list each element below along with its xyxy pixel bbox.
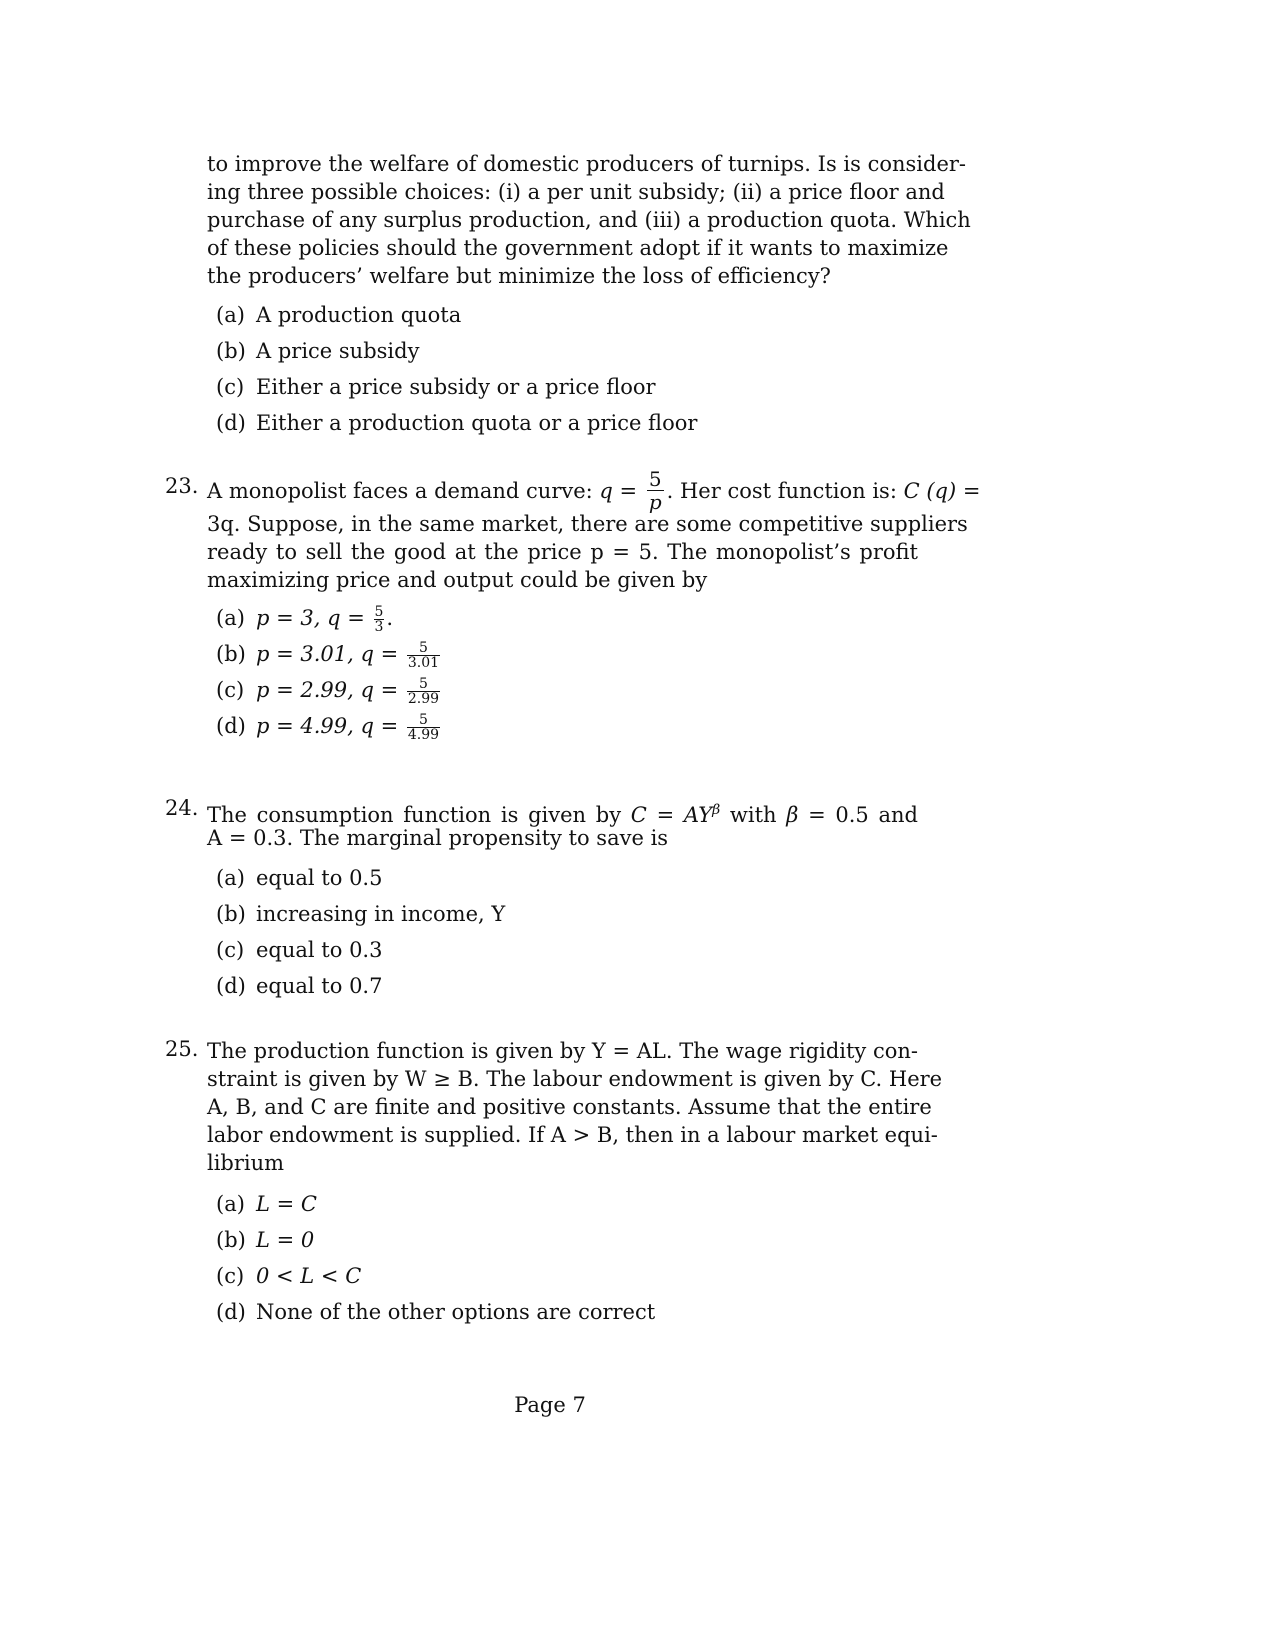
question-text-line: of these policies should the government adopt if it wants to maximize (207, 236, 949, 260)
page-number: Page 7 (514, 1393, 586, 1417)
question-text-line: purchase of any surplus production, and (iii) a production quota. Which (207, 208, 971, 232)
question-number: 24. (165, 796, 199, 820)
option-d: (d) None of the other options are correct (216, 1300, 656, 1324)
question-text-line: labor endowment is supplied. If A > B, then in a labour market equi- (207, 1123, 938, 1147)
option-b: (b) A price subsidy (216, 339, 420, 363)
question-text-line: The production function is given by Y = AL. The wage rigidity con- (207, 1039, 918, 1063)
option-a: (a) p = 3, q = $\frac{5}{3}$ . (216, 604, 394, 635)
question-text-line: A = 0.3. The marginal propensity to save is (207, 826, 669, 850)
option-d: (d) equal to 0.7 (216, 974, 383, 998)
option-a: (a) A production quota (216, 303, 462, 327)
question-number: 25. (165, 1037, 199, 1061)
question-text-line: straint is given by W ≥ B. The labour endowment is given by C. Here (207, 1067, 943, 1091)
question-22-options (216, 297, 697, 441)
question-number: 23. (165, 474, 199, 498)
fraction: $\frac{5}{p}$ (648, 467, 662, 514)
question-text-line: to improve the welfare of domestic producers of turnips. Is is consider- (207, 152, 967, 176)
question-23-options (216, 600, 442, 744)
option-d: (d) p = 4.99, q = $\frac{5}{4.99}$ (216, 712, 440, 743)
option-c: (c) Either a price subsidy or a price floor (216, 375, 656, 399)
option-b: (b) p = 3.01, q = $\frac{5}{3.01}$ (216, 640, 440, 671)
question-text-line: A monopolist faces a demand curve: q = $\frac{5}{p}$ . Her cost function is: C (q) = (207, 467, 981, 514)
option-a: (a) L = C (216, 1192, 317, 1216)
option-a: (a) equal to 0.5 (216, 866, 383, 890)
question-text-line: The consumption function is given by $C = AY^\beta$ with β = 0.5 and (207, 802, 918, 827)
option-b: (b) L = 0 (216, 1228, 315, 1252)
question-24-options (216, 860, 505, 1004)
question-text-line: ready to sell the good at the price p = 5. The monopolist’s profit (207, 540, 918, 564)
question-22-continuation (207, 150, 971, 290)
question-text-line: the producers’ welfare but minimize the loss of efficiency? (207, 264, 831, 288)
question-text-line: A, B, and C are finite and positive constants. Assume that the entire (207, 1095, 932, 1119)
option-d: (d) Either a production quota or a price floor (216, 411, 698, 435)
question-text-line: maximizing price and output could be given by (207, 568, 708, 592)
question-text-line: 3q. Suppose, in the same market, there are some competitive suppliers (207, 512, 968, 536)
option-c: (c) equal to 0.3 (216, 938, 383, 962)
question-25-options (216, 1186, 655, 1330)
question-text-line: librium (207, 1151, 285, 1175)
question-text-line: ing three possible choices: (i) a per unit subsidy; (ii) a price floor and (207, 180, 945, 204)
option-b: (b) increasing in income, Y (216, 902, 506, 926)
option-c: (c) p = 2.99, q = $\frac{5}{2.99}$ (216, 676, 440, 707)
option-c: (c) 0 < L < C (216, 1264, 362, 1288)
